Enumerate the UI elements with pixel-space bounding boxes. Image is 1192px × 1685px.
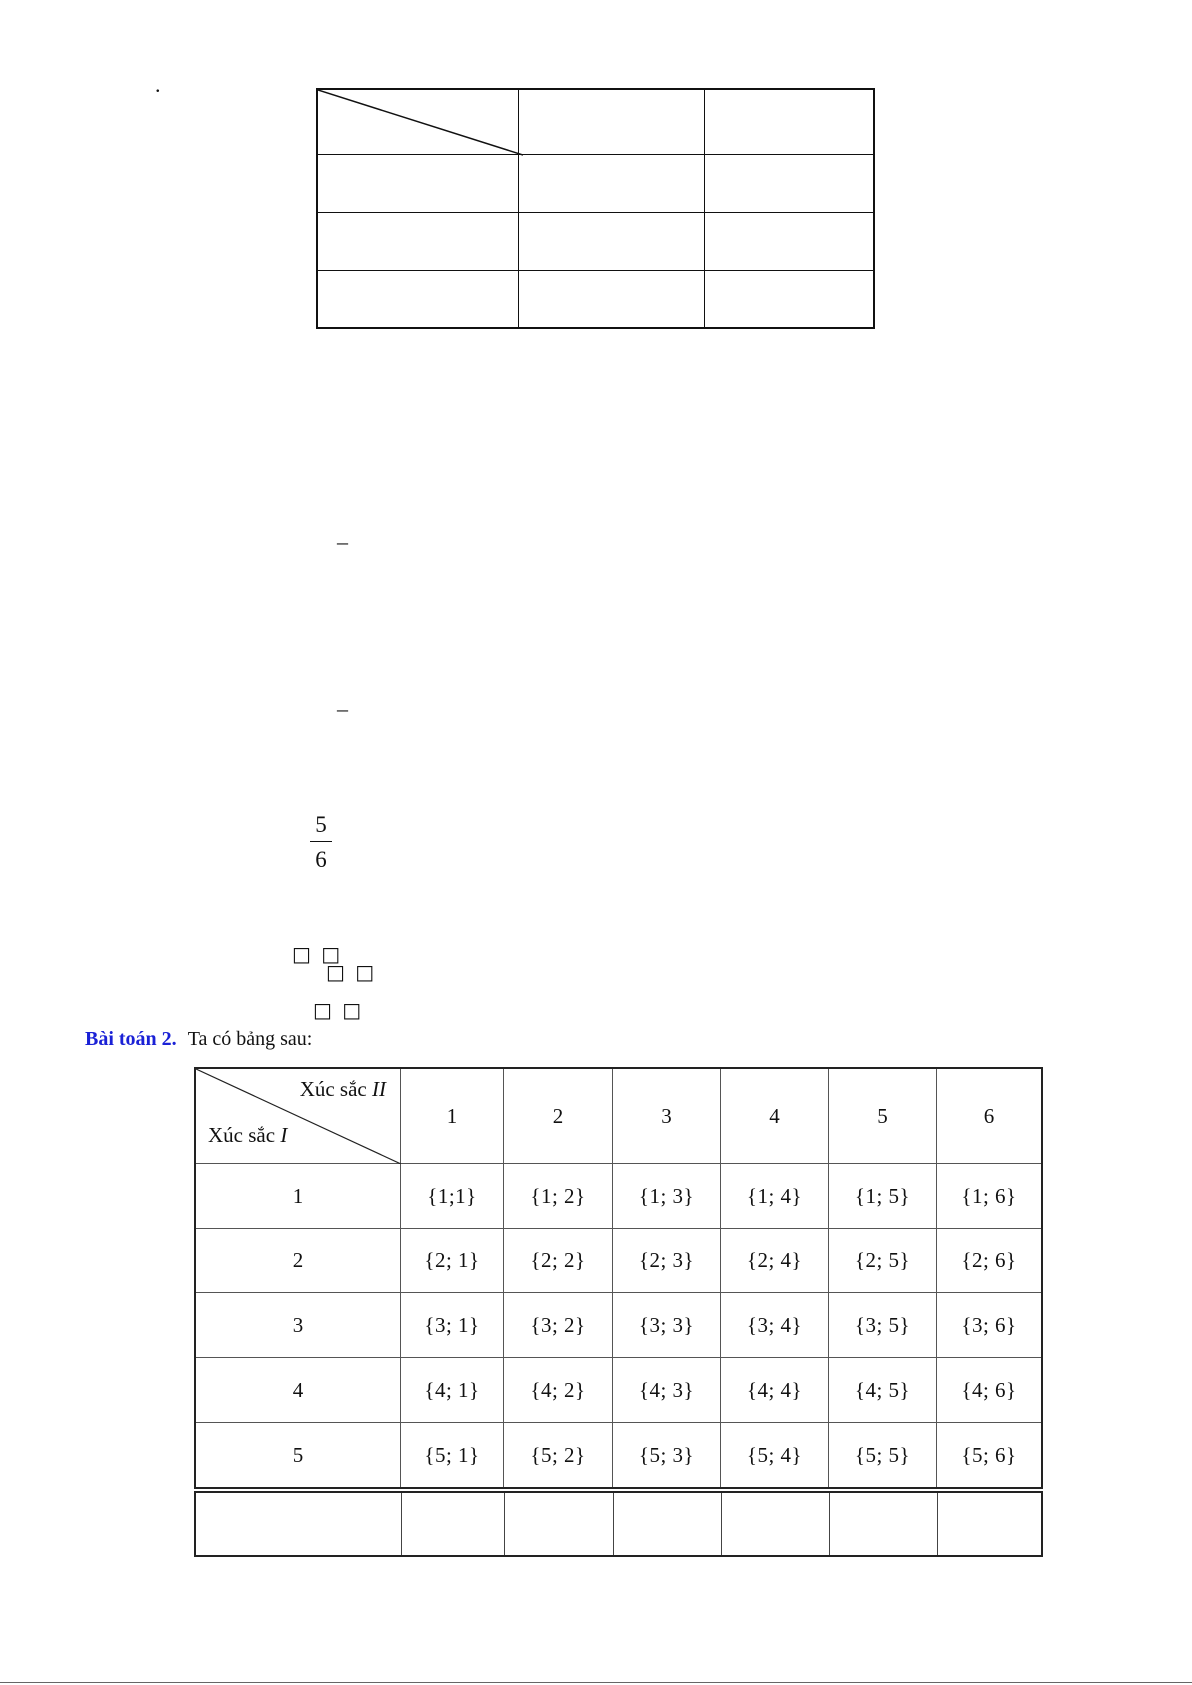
table-cell: {3; 4} bbox=[721, 1293, 829, 1358]
table-cell: {1;1} bbox=[401, 1164, 504, 1229]
table-corner-header bbox=[196, 1069, 401, 1164]
table-cell: {4; 6} bbox=[937, 1358, 1041, 1423]
table-cell: {5; 6} bbox=[961, 1442, 1017, 1467]
table-cell: {5; 4} bbox=[721, 1423, 829, 1487]
problem-heading bbox=[85, 1027, 312, 1051]
table-cell: {2; 1} bbox=[401, 1229, 504, 1293]
col-divider bbox=[937, 1493, 938, 1555]
table-cell: {3; 1} bbox=[401, 1293, 504, 1358]
table-cell: {1; 2} bbox=[504, 1164, 613, 1229]
table-cell: {4; 1} bbox=[401, 1358, 504, 1423]
col-divider bbox=[829, 1493, 830, 1555]
column-header: 1 bbox=[401, 1069, 504, 1164]
minus-sign: – bbox=[337, 529, 348, 554]
header-die-two: Xúc sắc II bbox=[299, 1077, 386, 1101]
table-cell: {2; 5} bbox=[829, 1229, 937, 1293]
col-divider bbox=[401, 1493, 402, 1555]
fraction-denominator: 6 bbox=[315, 847, 327, 872]
table-cell: {4; 2} bbox=[504, 1358, 613, 1423]
row-header: 1 bbox=[196, 1164, 401, 1229]
row-header: 4 bbox=[196, 1358, 401, 1423]
col-divider bbox=[721, 1493, 722, 1555]
table-cell: {5; 2} bbox=[504, 1423, 613, 1487]
table-cell: {5; 1} bbox=[401, 1423, 504, 1487]
row-header: 5 bbox=[196, 1423, 401, 1487]
table-cell: {4; 3} bbox=[613, 1358, 721, 1423]
table-cell: {5; 5} bbox=[829, 1423, 937, 1487]
dice-outcome-table bbox=[194, 1067, 1043, 1489]
fraction-bar bbox=[310, 841, 332, 842]
column-header: 6 bbox=[937, 1069, 1041, 1164]
empty-table-row-bottom bbox=[194, 1491, 1043, 1557]
table-cell: {1; 3} bbox=[613, 1164, 721, 1229]
table-cell: {3; 2} bbox=[504, 1293, 613, 1358]
table-cell: {1; 5} bbox=[829, 1164, 937, 1229]
page-footer-rule bbox=[0, 1682, 1192, 1683]
table-cell: {3; 6} bbox=[937, 1293, 1041, 1358]
fraction-numerator: 5 bbox=[315, 812, 327, 837]
col-divider bbox=[518, 90, 519, 327]
header-die-one: Xúc sắc I bbox=[208, 1123, 288, 1147]
row-divider bbox=[318, 270, 873, 271]
table-cell: {3; 5} bbox=[829, 1293, 937, 1358]
table-cell: {4; 4} bbox=[721, 1358, 829, 1423]
minus-sign: – bbox=[337, 696, 348, 721]
row-divider bbox=[318, 154, 873, 155]
fraction-five-sixths bbox=[310, 813, 332, 871]
table-cell: {5; 3} bbox=[613, 1423, 721, 1487]
problem-label: Bài toán 2. bbox=[85, 1028, 177, 1050]
table-cell: {3; 3} bbox=[613, 1293, 721, 1358]
table-cell: {2; 3} bbox=[613, 1229, 721, 1293]
diagonal-divider bbox=[318, 90, 523, 156]
row-divider bbox=[318, 212, 873, 213]
row-header: 3 bbox=[196, 1293, 401, 1358]
table-cell: {4; 5} bbox=[829, 1358, 937, 1423]
col-divider bbox=[504, 1493, 505, 1555]
table-cell: {2; 6} bbox=[937, 1229, 1041, 1293]
table-cell: {1; 6} bbox=[937, 1164, 1041, 1229]
column-header: 5 bbox=[829, 1069, 937, 1164]
stray-dot: . bbox=[155, 72, 161, 97]
missing-glyph-boxes: □ □ bbox=[292, 942, 343, 966]
table-cell: {1; 4} bbox=[721, 1164, 829, 1229]
missing-glyph-boxes: □ □ bbox=[326, 960, 377, 984]
col-divider bbox=[613, 1493, 614, 1555]
empty-table-top bbox=[316, 88, 875, 329]
problem-text: Ta có bảng sau: bbox=[187, 1028, 313, 1050]
column-header: 4 bbox=[721, 1069, 829, 1164]
column-header: 3 bbox=[613, 1069, 721, 1164]
table-cell: {2; 4} bbox=[721, 1229, 829, 1293]
column-header: 2 bbox=[504, 1069, 613, 1164]
col-divider bbox=[704, 90, 705, 327]
row-header: 2 bbox=[196, 1229, 401, 1293]
table-cell: {2; 2} bbox=[504, 1229, 613, 1293]
missing-glyph-boxes: □ □ bbox=[313, 998, 364, 1022]
